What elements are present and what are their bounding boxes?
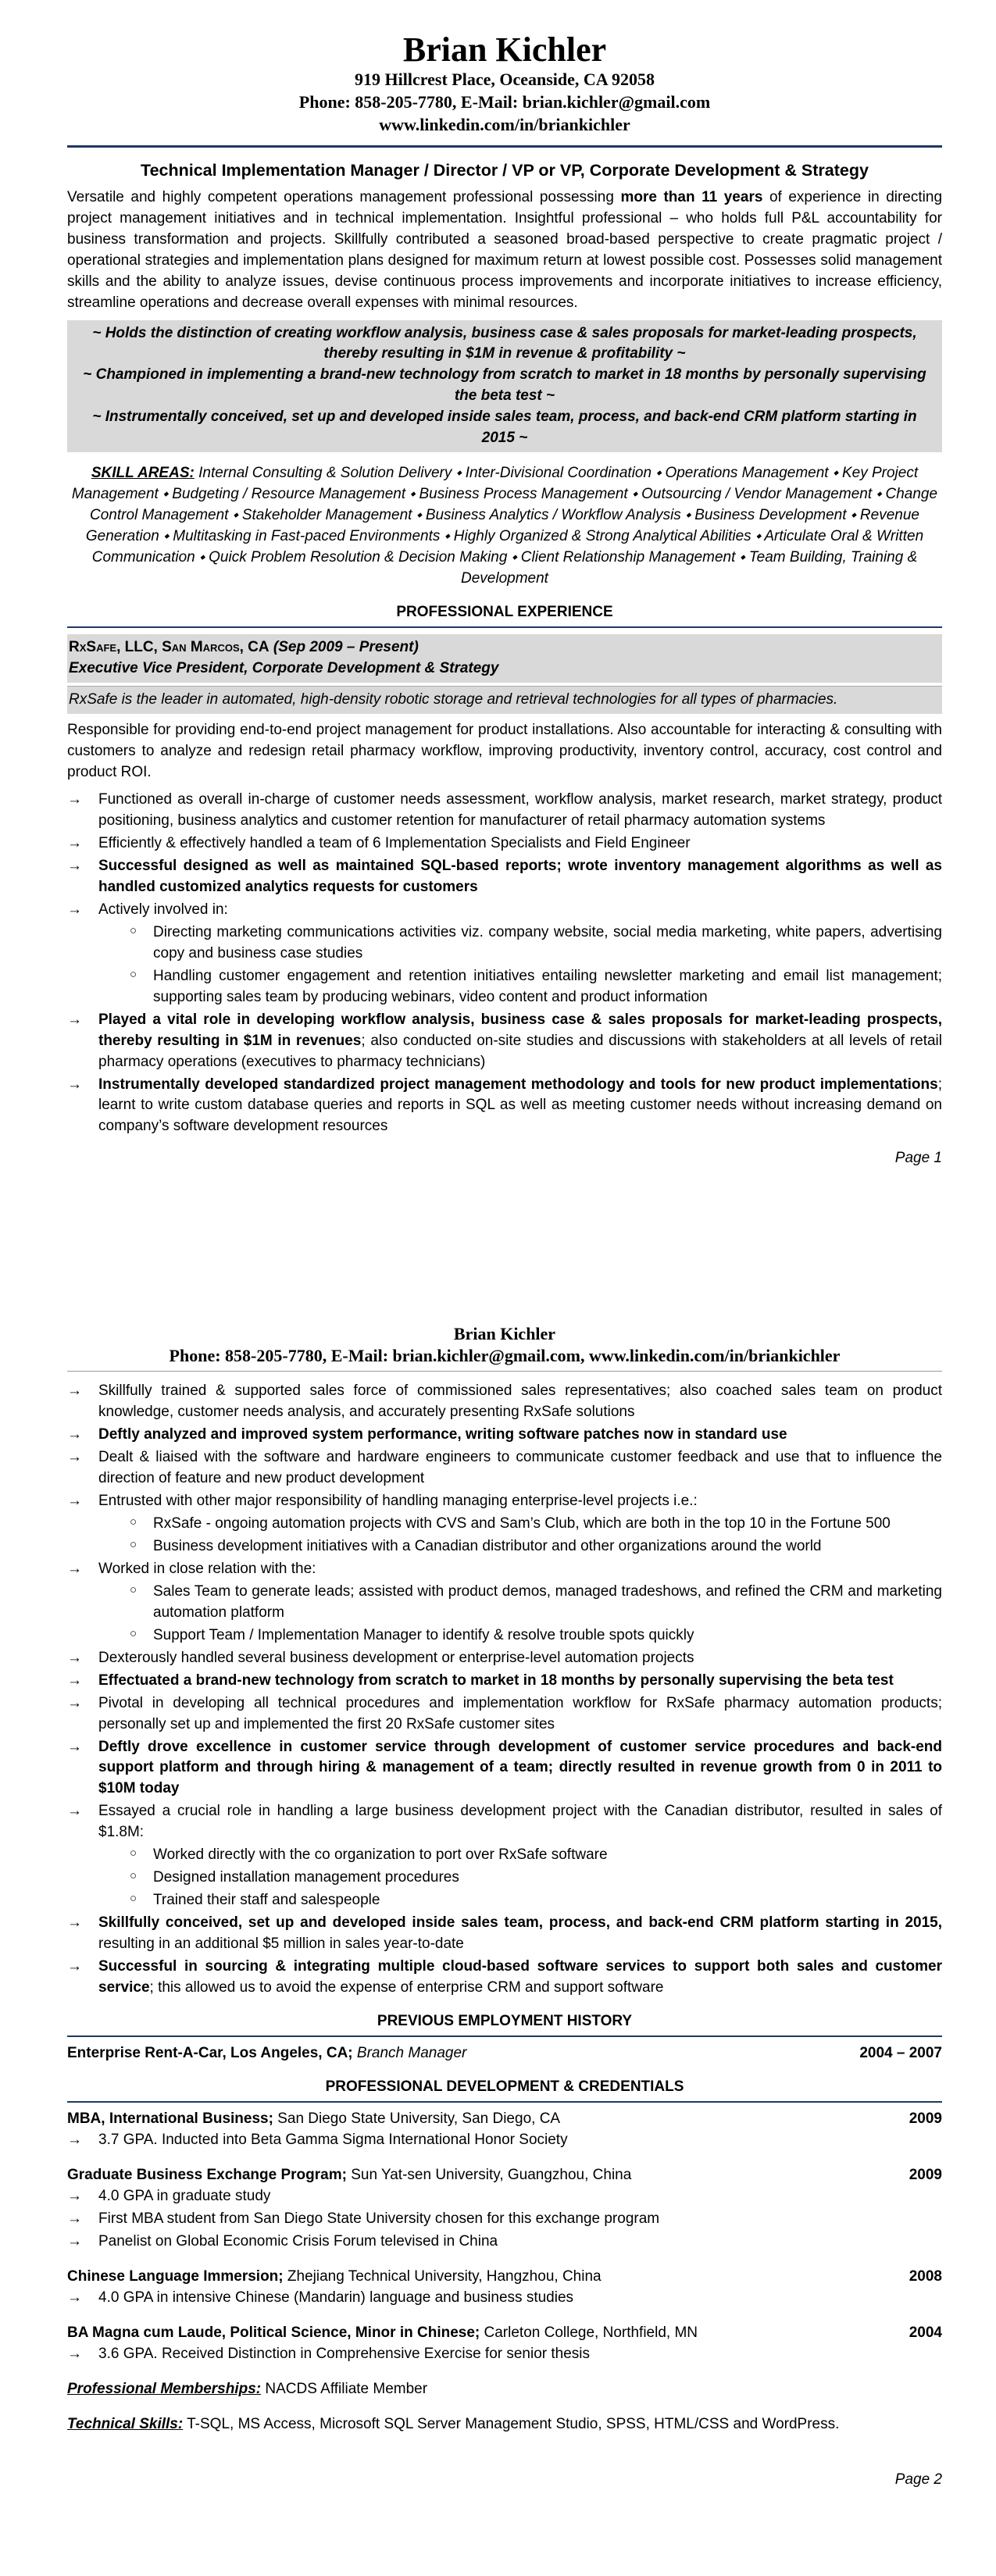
page2-header xyxy=(67,1323,942,1366)
sub-list-item: ○ Designed installation management procedures xyxy=(98,1868,942,1889)
credential-language: Chinese Language Immersion; Zhejiang Technical University, Hangzhou, China 2008 → 4.0 GPA in intensive Chinese (Mandarin) language and business studies xyxy=(67,2267,942,2309)
list-item: → Instrumentally developed standardized project management methodology and tools for new product implementations; learnt to write custom database queries and reports in SQL as well as meeting customer needs without increasing demand on company’s software development resources xyxy=(67,1075,942,1138)
credential-mba: MBA, International Business; San Diego State University, San Diego, CA 2009 → 3.7 GPA. Inducted into Beta Gamma Sigma International Honor Society xyxy=(67,2109,942,2151)
section-divider xyxy=(67,2035,942,2037)
header-divider xyxy=(67,1371,942,1372)
list-item: → Effectuated a brand-new technology from scratch to market in 18 months by personally supervising the beta test xyxy=(67,1671,942,1692)
list-item: → 3.7 GPA. Inducted into Beta Gamma Sigma International Honor Society xyxy=(67,2130,942,2151)
sub-list-item: ○ Business development initiatives with a Canadian distributor and other organizations around the world xyxy=(98,1536,942,1557)
achievement-list xyxy=(67,790,942,1138)
phone-email: Phone: 858-205-7780, E-Mail: brian.kichler@gmail.com xyxy=(298,91,711,112)
list-item: → Essayed a crucial role in handling a large business development project with the Canadian distributor, resulted in sales of $1.8M: ○ Worked directly with the co organization to port over RxSafe software ○ Designed installation management procedures ○ Trained their staff and salespeople xyxy=(67,1801,942,1911)
candidate-name: Brian Kichler xyxy=(402,30,607,69)
list-item: → Actively involved in: ○ Directing marketing communications activities viz. company website, social media marketing, white papers, advertising copy and business case studies ○ Handling customer engagement and retention initiatives entailing newsletter marketing and email list management; supporting sales team by producing webinars, video content and product information xyxy=(67,900,942,1008)
sub-list-item: ○ Support Team / Implementation Manager to identify & resolve trouble spots quickly xyxy=(98,1625,942,1647)
sub-list-item: ○ Directing marketing communications activities viz. company website, social media marketing, white papers, advertising copy and business case studies xyxy=(98,922,942,965)
credential-exchange: Graduate Business Exchange Program; Sun Yat-sen University, Guangzhou, China 2009 → 4.0 GPA in graduate study → First MBA student from San Diego State University chosen for this exchange program → Panelist on Global Economic Crisis Forum televised in China xyxy=(67,2165,942,2253)
technical-skills: Technical Skills: T-SQL, MS Access, Microsoft SQL Server Management Studio, SPSS, HTML/CSS and WordPress. xyxy=(67,2415,840,2432)
list-item: → First MBA student from San Diego State University chosen for this exchange program xyxy=(67,2209,942,2230)
section-divider xyxy=(67,2101,942,2103)
previous-role: Branch Manager xyxy=(352,2045,467,2062)
list-item: → Played a vital role in developing workflow analysis, business case & sales proposals for market-leading prospects, thereby resulting in $1M in revenues; also conducted on-site studies and discussions with stakeholders at all levels of retail pharmacy operations (executives to pharmacy technicians) xyxy=(67,1010,942,1073)
page-number: Page 2 xyxy=(894,2471,942,2488)
page-number: Page 1 xyxy=(894,1150,942,1167)
credential-ba: BA Magna cum Laude, Political Science, Minor in Chinese; Carleton College, Northfield, MN 2004 → 3.6 GPA. Received Distinction in Comprehensive Exercise for senior thesis xyxy=(67,2323,942,2365)
headline: Technical Implementation Manager / Director / VP or VP, Corporate Development & Strategy xyxy=(141,161,869,180)
summary: Versatile and highly competent operations management professional possessing more than 11 years of experience in directing project management initiatives and in technical implementation. Insightful professional – who holds full P&L accountability for business transformation and projects. Skillfully contributed a seasoned broad-based perspective to create pragmatic project / operational strategies and implementation plans designed for maximum return at lowest possible cost. Possesses solid management skills and the ability to analyze issues, devise continuous process improvements and incorporate initiatives to increase efficiency, streamline operations and decrease overall expenses with minimal resources. xyxy=(67,188,943,311)
contact-line: Phone: 858-205-7780, E-Mail: brian.kichler@gmail.com, www.linkedin.com/in/briankichler xyxy=(169,1345,841,1365)
highlight-item: ~ Holds the distinction of creating workflow analysis, business case & sales proposals for market-leading prospects, thereby resulting in $1M in revenue & profitability ~ xyxy=(92,324,917,362)
list-item: → 4.0 GPA in graduate study xyxy=(67,2186,942,2207)
list-item: → Efficiently & effectively handled a team of 6 Implementation Specialists and Field Engineer xyxy=(67,833,942,855)
list-item: → Successful designed as well as maintained SQL-based reports; wrote inventory management algorithms as well as handled customized analytics requests for customers xyxy=(67,856,942,898)
section-title-credentials: PROFESSIONAL DEVELOPMENT & CREDENTIALS xyxy=(325,2078,684,2096)
list-item: → Deftly analyzed and improved system performance, writing software patches now in standard use xyxy=(67,1425,942,1446)
section-title-experience: PROFESSIONAL EXPERIENCE xyxy=(396,604,613,621)
sub-list-item: ○ Trained their staff and salespeople xyxy=(98,1890,942,1911)
list-item: → 3.6 GPA. Received Distinction in Comprehensive Exercise for senior thesis xyxy=(67,2344,942,2365)
sub-list xyxy=(98,1845,942,1911)
address: 919 Hillcrest Place, Oceanside, CA 92058 xyxy=(355,70,655,90)
candidate-name: Brian Kichler xyxy=(453,1324,556,1343)
resume-page-2 xyxy=(67,1323,942,2491)
job-header xyxy=(67,634,942,683)
list-item: → Worked in close relation with the: ○ Sales Team to generate leads; assisted with product demos, managed tradeshows, and refined the CRM and marketing automation platform ○ Support Team / Implementation Manager to identify & resolve trouble spots quickly xyxy=(67,1559,942,1647)
sub-list-item: ○ RxSafe - ongoing automation projects with CVS and Sam’s Club, which are both in the top 10 in the Fortune 500 xyxy=(98,1514,942,1535)
section-divider xyxy=(67,626,942,628)
job-intro: Responsible for providing end-to-end project management for product installations. Also accountable for interacting & consulting with customers to analyze and redesign retail pharmacy workflow, improving productivity, inventory control, accuracy, cost control and product ROI. xyxy=(67,722,942,780)
sub-list xyxy=(98,922,942,1008)
previous-job-row xyxy=(67,2043,942,2064)
sub-list-item: ○ Sales Team to generate leads; assisted with product demos, managed tradeshows, and refined the CRM and marketing automation platform xyxy=(98,1582,942,1624)
list-item: → Deftly drove excellence in customer service through development of customer service procedures and back-end support platform and through hiring & management of a team; directly resulted in revenue growth from 0 in 2011 to $10M today xyxy=(67,1737,942,1800)
job-dates: (Sep 2009 – Present) xyxy=(269,639,419,656)
list-item: → 4.0 GPA in intensive Chinese (Mandarin) language and business studies xyxy=(67,2288,942,2309)
previous-years: 2004 – 2007 xyxy=(859,2045,942,2062)
list-item: → Skillfully trained & supported sales force of commissioned sales representatives; also coached sales team on product knowledge, customer needs analysis, and accurately presenting RxSafe solutions xyxy=(67,1381,942,1423)
header-divider xyxy=(67,145,942,148)
list-item: → Successful in sourcing & integrating multiple cloud-based software services to support both sales and customer service; this allowed us to avoid the expense of enterprise CRM and support software xyxy=(67,1957,942,1999)
skill-areas-label: SKILL AREAS: xyxy=(91,465,195,482)
memberships: Professional Memberships: NACDS Affiliate Member xyxy=(67,2380,428,2397)
section-title-previous: PREVIOUS EMPLOYMENT HISTORY xyxy=(377,2013,633,2030)
achievement-list xyxy=(67,1381,942,1999)
list-item: → Panelist on Global Economic Crisis Forum televised in China xyxy=(67,2232,942,2253)
skill-areas xyxy=(67,463,942,590)
resume-page-1 xyxy=(67,31,942,1169)
highlight-item: ~ Instrumentally conceived, set up and developed inside sales team, process, and back-end CRM platform starting in 2015 ~ xyxy=(92,409,917,447)
sub-list-item: ○ Handling customer engagement and retention initiatives entailing newsletter marketing and email list management; supporting sales team by producing webinars, video content and product information xyxy=(98,966,942,1008)
sub-list xyxy=(98,1582,942,1647)
skill-areas-text: Internal Consulting & Solution Delivery ⬩ Inter-Divisional Coordination ⬩ Operations Management ⬩ Key Project Management ⬩ Budgeting / Resource Management ⬩ Business Process Management ⬩ Outsourcing / Vendor Management ⬩ Change Control Management ⬩ Stakeholder Management ⬩ Business Analytics / Workflow Analysis ⬩ Business Development ⬩ Revenue Generation ⬩ Multitasking in Fast-paced Environments ⬩ Highly Organized & Strong Analytical Abilities ⬩ Articulate Oral & Written Communication ⬩ Quick Problem Resolution & Decision Making ⬩ Client Relationship Management ⬩ Team Building, Training & Development xyxy=(71,465,938,587)
list-item: → Dealt & liaised with the software and hardware engineers to communicate customer feedback and use that to influence the direction of feature and new product development xyxy=(67,1447,942,1490)
highlights-box xyxy=(67,320,942,453)
list-item: → Entrusted with other major responsibility of handling managing enterprise-level projects i.e.: ○ RxSafe - ongoing automation projects with CVS and Sam’s Club, which are both in the top 10 in the Fortune 500 ○ Business development initiatives with a Canadian distributor and other organizations around the world xyxy=(67,1491,942,1557)
list-item: → Dexterously handled several business development or enterprise-level automation projects xyxy=(67,1648,942,1669)
highlight-item: ~ Championed in implementing a brand-new technology from scratch to market in 18 months by personally supervising the beta test ~ xyxy=(83,366,926,405)
previous-company: Enterprise Rent-A-Car, Los Angeles, CA; xyxy=(67,2045,353,2062)
linkedin: www.linkedin.com/in/briankichler xyxy=(379,114,630,134)
list-item: → Pivotal in developing all technical procedures and implementation workflow for RxSafe pharmacy automation products; personally set up and implemented the first 20 RxSafe customer sites xyxy=(67,1693,942,1736)
sub-list xyxy=(98,1514,942,1557)
sub-list-item: ○ Worked directly with the co organization to port over RxSafe software xyxy=(98,1845,942,1866)
job-role: Executive Vice President, Corporate Development & Strategy xyxy=(69,660,499,677)
list-item: → Skillfully conceived, set up and developed inside sales team, process, and back-end CRM platform starting in 2015, resulting in an additional $5 million in sales year-to-date xyxy=(67,1913,942,1955)
company: RxSafe, LLC, San Marcos, CA xyxy=(69,639,270,656)
list-item: → Functioned as overall in-charge of customer needs assessment, workflow analysis, market research, market strategy, product positioning, business analytics and customer retention for manufacturer of retail pharmacy automation systems xyxy=(67,790,942,832)
company-description: RxSafe is the leader in automated, high-density robotic storage and retrieval technologies for all types of pharmacies. xyxy=(67,686,942,714)
